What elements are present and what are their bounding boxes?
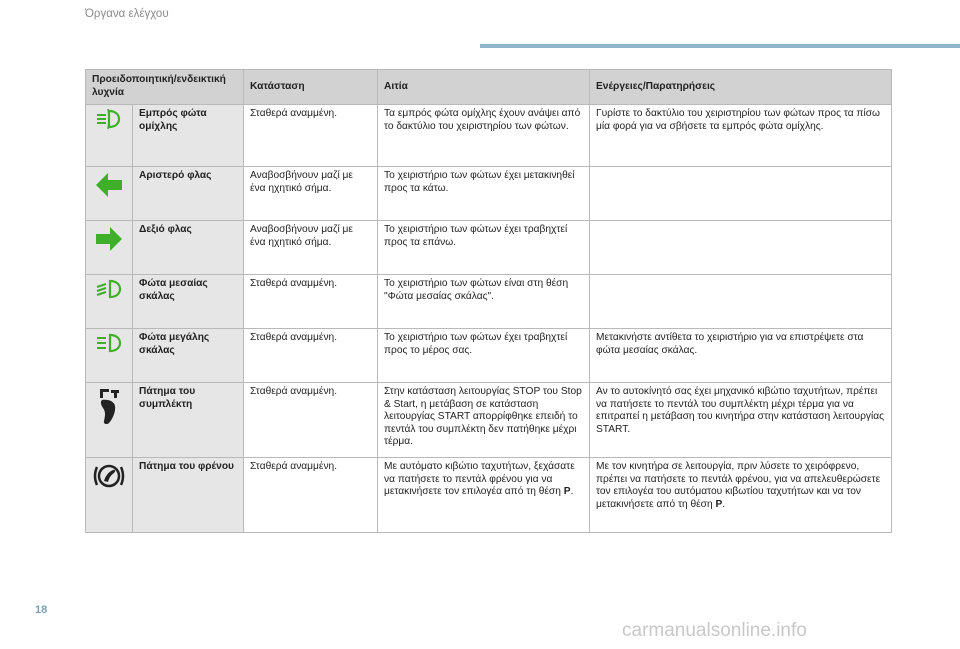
indicator-name: Φώτα μεγάλης σκάλας	[133, 329, 244, 383]
column-header-cause: Αιτία	[378, 70, 590, 105]
actions-cell	[590, 221, 892, 275]
indicator-name: Δεξιό φλας	[133, 221, 244, 275]
cause-text: Με αυτόματο κιβώτιο ταχυτήτων, ξεχάσατε να πατήσετε το πεντάλ φρένου για να μετακινήσετε τον επιλογέα από τη θέση	[384, 461, 575, 498]
cause-cell: Το χειριστήριο των φώτων έχει μετακινηθεί προς τα κάτω.	[378, 167, 590, 221]
table-row	[86, 458, 892, 533]
state-cell: Σταθερά αναμμένη.	[244, 275, 378, 329]
cause-cell: Το χειριστήριο των φώτων είναι στη θέση "Φώτα μεσαίας σκάλας".	[378, 275, 590, 329]
indicator-name: Πάτημα του συμπλέκτη	[133, 383, 244, 458]
actions-cell	[590, 458, 892, 533]
state-cell: Σταθερά αναμμένη.	[244, 105, 378, 167]
brake-pedal-foot-icon	[86, 458, 133, 533]
actions-cell: Γυρίστε το δακτύλιο του χειριστηρίου των φώτων προς τα πίσω μία φορά για να σβήσετε τα εμπρός φώτα ομίχλης.	[590, 105, 892, 167]
cause-cell: Τα εμπρός φώτα ομίχλης έχουν ανάψει από το δακτύλιο του χειριστηρίου των φώτων.	[378, 105, 590, 167]
actions-text-end: .	[722, 498, 726, 510]
gear-position-label: P	[715, 498, 723, 510]
state-cell: Σταθερά αναμμένη.	[244, 383, 378, 458]
actions-text: Με τον κινητήρα σε λειτουργία, πριν λύσετε το χειρόφρενο, πρέπει να πατήσετε το πεντάλ φρένου, για να απελευθερώσετε τον επιλογέα του αυτόματου κιβωτίου ταχυτήτων και να τον μετακινήσετε από τη θέση	[596, 461, 881, 510]
actions-cell: Αν το αυτοκίνητό σας έχει μηχανικό κιβώτιο ταχυτήτων, πρέπει να πατήσετε το πεντάλ του συμπλέκτη μέχρι τέρμα για να επιτραπεί η μετάβαση του κινητήρα στην κατάσταση λειτουργίας START.	[590, 383, 892, 458]
right-indicator-arrow-icon	[86, 221, 133, 275]
table-row	[86, 167, 892, 221]
main-beam-icon	[86, 329, 133, 383]
cause-cell: Το χειριστήριο των φώτων έχει τραβηχτεί προς τα επάνω.	[378, 221, 590, 275]
front-fog-light-icon	[86, 105, 133, 167]
table-row	[86, 105, 892, 167]
actions-cell	[590, 275, 892, 329]
state-cell: Σταθερά αναμμένη.	[244, 329, 378, 383]
watermark: carmanualsonline.info	[622, 620, 807, 641]
actions-cell	[590, 167, 892, 221]
table-row	[86, 275, 892, 329]
state-cell: Αναβοσβήνουν μαζί με ένα ηχητικό σήμα.	[244, 221, 378, 275]
table-row	[86, 383, 892, 458]
indicator-name: Αριστερό φλας	[133, 167, 244, 221]
indicator-name: Φώτα μεσαίας σκάλας	[133, 275, 244, 329]
indicator-name: Εμπρός φώτα ομίχλης	[133, 105, 244, 167]
cause-cell: Το χειριστήριο των φώτων έχει τραβηχτεί προς το μέρος σας.	[378, 329, 590, 383]
cause-cell: Στην κατάσταση λειτουργίας STOP του Stop & Start, η μετάβαση σε κατάσταση λειτουργίας START απορρίφθηκε επειδή το πεντάλ του συμπλέκτη δεν πατήθηκε μέχρι τέρμα.	[378, 383, 590, 458]
cause-cell	[378, 458, 590, 533]
column-header-state: Κατάσταση	[244, 70, 378, 105]
clutch-pedal-foot-icon	[86, 383, 133, 458]
actions-cell: Μετακινήστε αντίθετα το χειριστήριο για να επιστρέψετε στα φώτα μεσαίας σκάλας.	[590, 329, 892, 383]
table-row	[86, 221, 892, 275]
dipped-beam-icon	[86, 275, 133, 329]
section-title: Όργανα ελέγχου	[85, 8, 169, 20]
column-header-actions: Ενέργειες/Παρατηρήσεις	[590, 70, 892, 105]
indicator-name: Πάτημα του φρένου	[133, 458, 244, 533]
table-header-row	[86, 70, 892, 105]
cause-text-end: .	[570, 486, 574, 498]
gear-position-label: P	[563, 486, 571, 498]
column-header-indicator: Προειδοποιητική/ενδεικτική λυχνία	[86, 70, 244, 105]
page-number: 18	[35, 604, 48, 616]
left-indicator-arrow-icon	[86, 167, 133, 221]
warning-lights-table	[85, 69, 892, 533]
header-accent-bar	[480, 44, 960, 48]
state-cell: Σταθερά αναμμένη.	[244, 458, 378, 533]
state-cell: Αναβοσβήνουν μαζί με ένα ηχητικό σήμα.	[244, 167, 378, 221]
table-row	[86, 329, 892, 383]
